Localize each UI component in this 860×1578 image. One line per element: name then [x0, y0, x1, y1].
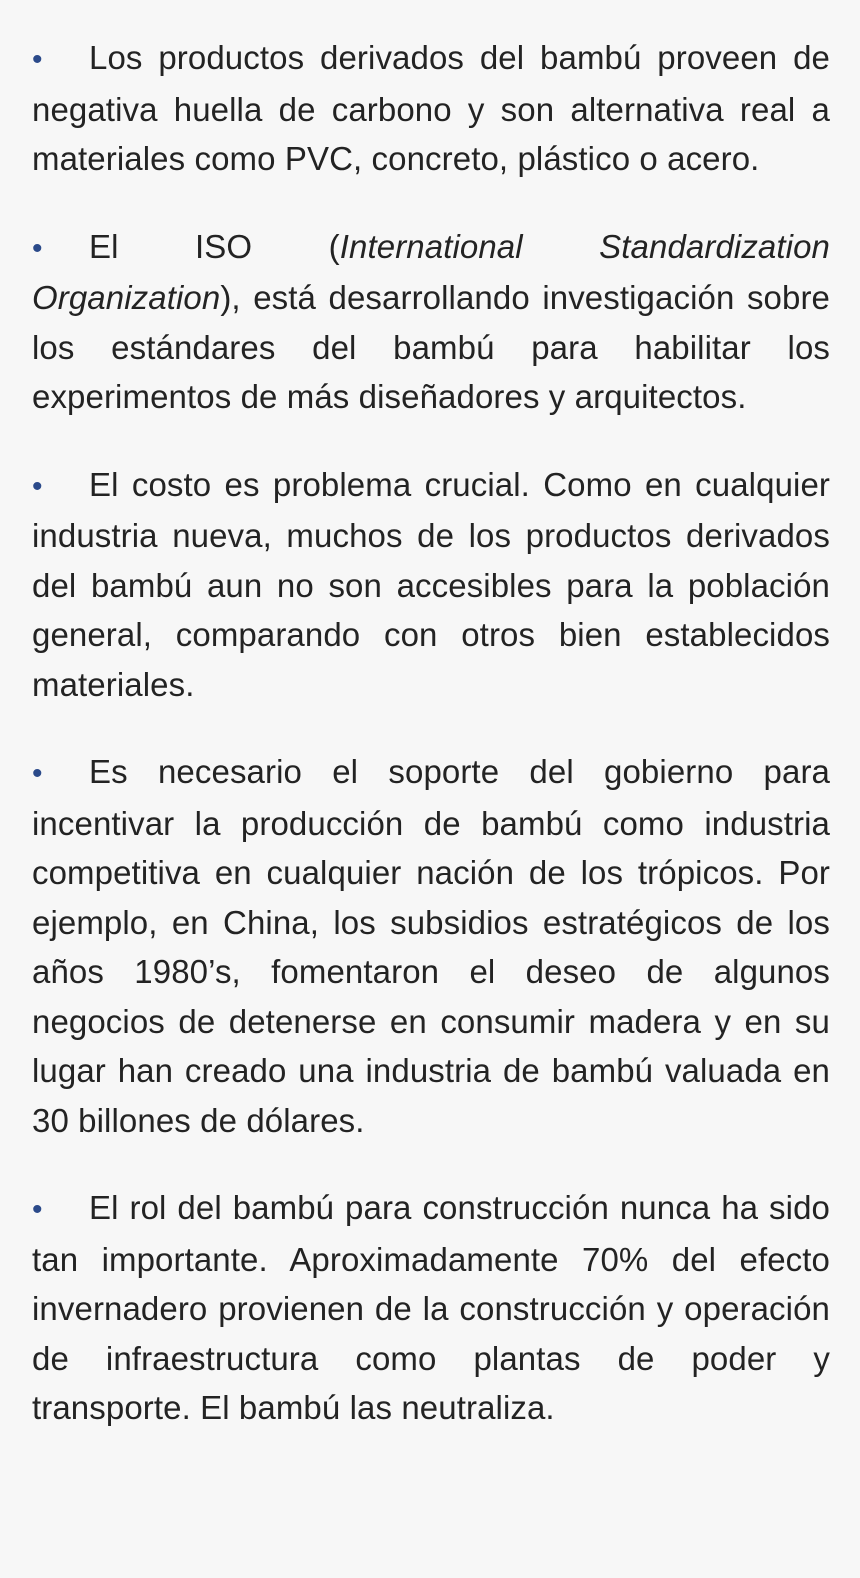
list-item — [32, 222, 830, 422]
list-item-text: El rol del bambú para construcción nunca ha sido tan importante. Aproximadamente 70% del efecto invernadero provienen de la construcción y operación de infraestructura como plantas de poder y transporte. El bambú las neutraliza. — [32, 1189, 830, 1426]
list-item-text-italic: International Standardization Organization — [32, 227, 830, 316]
list-item — [32, 747, 830, 1145]
list-item — [32, 33, 830, 184]
list-item-text-prefix: El ISO ( — [89, 227, 340, 265]
bullet-list — [32, 33, 830, 1433]
bullet-icon: • — [32, 757, 43, 790]
list-item-text-suffix: ), está desarrollando investigación sobre los estándares del bambú para habilitar los experimentos de más diseñadores y arquitectos. — [32, 279, 830, 415]
list-item-text: Es necesario el soporte del gobierno para incentivar la producción de bambú como industria competitiva en cualquier nación de los trópicos. Por ejemplo, en China, los subsidios estratégicos de los años 1980’s, fomentaron el deseo de algunos negocios de detenerse en consumir madera y en su lugar han creado una industria de bambú valuada en 30 billones de dólares. — [32, 753, 830, 1139]
list-item — [32, 460, 830, 710]
bullet-icon: • — [32, 469, 43, 503]
list-item-text: Los productos derivados del bambú proveen de negativa huella de carbono y son alternativa real a materiales como PVC, concreto, plástico o acero. — [32, 39, 830, 177]
bullet-icon: • — [32, 1193, 43, 1226]
list-item — [32, 1183, 830, 1433]
bullet-icon: • — [32, 231, 43, 265]
bullet-icon: • — [32, 43, 43, 76]
list-item-text: El costo es problema crucial. Como en cualquier industria nueva, muchos de los productos derivados del bambú aun no son accesibles para la población general, comparando con otros bien establecidos materiales. — [32, 465, 830, 703]
